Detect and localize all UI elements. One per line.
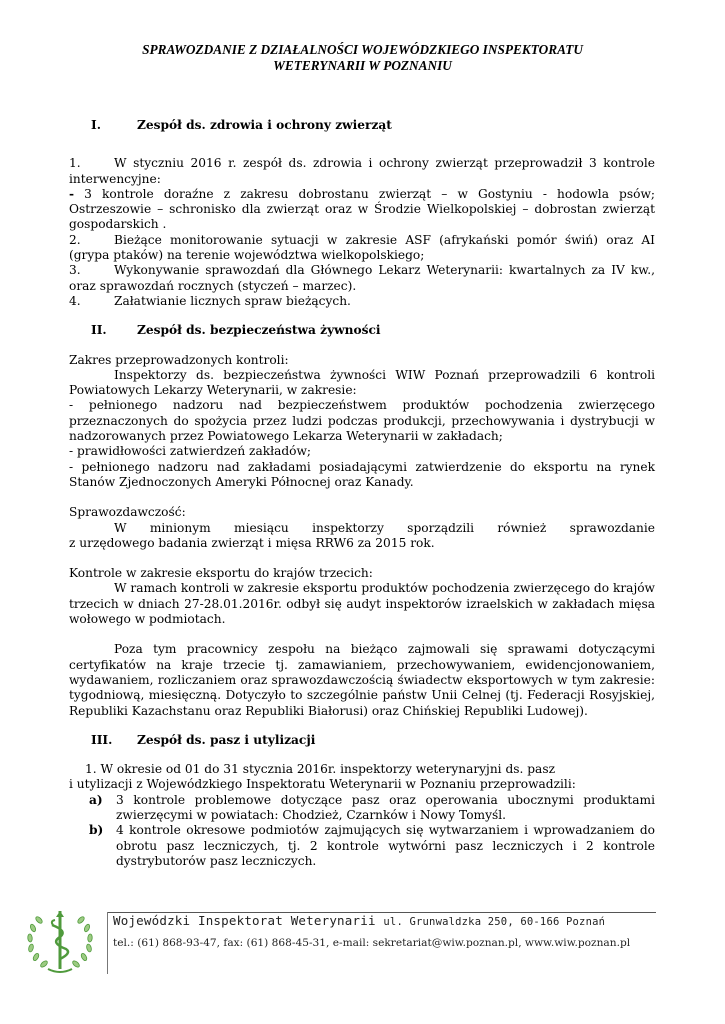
footer-contact: tel.: (61) 868-93-47, fax: (61) 868-45-31, e-mail: sekretariat@wiw.poznan.pl, www.wiw.poznan.pl	[113, 937, 631, 949]
section-1-heading	[69, 118, 655, 133]
document-body	[69, 118, 655, 869]
section-1-item-1: 1. W styczniu 2016 r. zespół ds. zdrowia i ochrony zwierząt przeprowadził 3 kontrole interwencyjne:	[69, 156, 655, 186]
section-title: Zespół ds. bezpieczeństwa żywności	[137, 323, 381, 338]
section-2-heading	[69, 323, 655, 338]
section-3-intro-line-1: 1. W okresie od 01 do 31 stycznia 2016r. inspektorzy weterynaryjni ds. pasz	[85, 762, 555, 777]
scope-label: Zakres przeprowadzonych kontroli:	[69, 352, 289, 367]
organization-name: Wojewódzki Inspektorat Weterynarii	[113, 913, 376, 928]
inspectorate-logo-icon	[22, 905, 98, 977]
other-activities-text: Poza tym pracownicy zespołu na bieżąco zajmowali się sprawami dotyczącymi certyfikatów na kraje trzecie tj. zamawianiem, przechowywaniem, ewidencjonowaniem, wydawaniem, rozliczaniem oraz sprawozdawczością świadectw eksportowych w tym zakresie: tygodniową, miesięczną. Dotyczyło to szczególnie państw Unii Celnej (tj. Federacji Rosyjskiej, Republiki Kazachstanu oraz Republiki Białorusi) oraz Chińskiej Republiki Ludowej).	[69, 642, 655, 718]
section-3-item-b: b) 4 kontrole okresowe podmiotów zajmujących się wytwarzaniem i wprowadzaniem do obrotu pasz leczniczych, tj. 2 kontrole wytwórni pasz leczniczych i 2 kontrole dystrybutorów pasz leczniczych.	[89, 823, 655, 868]
report-line-1: W minionym miesiącu inspektorzy sporządzili również sprawozdanie	[114, 520, 655, 535]
section-number: III.	[91, 732, 113, 747]
document-title	[60, 42, 665, 74]
report-line-2: z urzędowego badania zwierząt i mięsa RRW6 za 2015 rok.	[69, 535, 435, 550]
section-number: II.	[91, 323, 107, 338]
section-3-intro-line-2: i utylizacji z Wojewódzkiego Inspektoratu Weterynarii w Poznaniu przeprowadzili:	[69, 777, 576, 792]
title-line-1: SPRAWOZDANIE Z DZIAŁALNOŚCI WOJEWÓDZKIEGO INSPEKTORATU	[142, 42, 583, 57]
section-3-heading	[69, 733, 655, 748]
scope-bullet-2: - prawidłowości zatwierdzeń zakładów;	[69, 444, 312, 459]
export-text: W ramach kontroli w zakresie eksportu produktów pochodzenia zwierzęcego do krajów trzecich w dniach 27-28.01.2016r. odbył się audyt inspektorów izraelskich w zakładach mięsa wołowego w podmiotach.	[69, 581, 655, 627]
export-label: Kontrole w zakresie eksportu do krajów trzecich:	[69, 566, 373, 581]
organization-address: ul. Grunwaldzka 250, 60-166 Poznań	[383, 916, 606, 928]
scope-intro: Inspektorzy ds. bezpieczeństwa żywności WIW Poznań przeprowadzili 6 kontroli Powiatowych Lekarzy Weterynarii, w zakresie:	[69, 367, 655, 398]
section-title: Zespół ds. pasz i utylizacji	[137, 732, 316, 747]
scope-bullet-3: - pełnionego nadzoru nad zakładami posiadającymi zatwierdzenie do eksportu na rynek Stanów Zjednoczonych Ameryki Północnej oraz Kanady.	[69, 459, 655, 489]
title-line-2: WETERYNARII W POZNANIU	[273, 58, 452, 73]
footer-organization	[113, 912, 605, 931]
section-title: Zespół ds. zdrowia i ochrony zwierząt	[137, 118, 392, 132]
section-1-item-3: 3. Wykonywanie sprawozdań dla Głównego Lekarz Weterynarii: kwartalnych za IV kw., oraz sprawozdań rocznych (styczeń – marzec).	[69, 263, 655, 293]
footer-vertical-divider	[107, 912, 108, 974]
section-1-item-4: 4. Załatwianie licznych spraw bieżących.	[69, 293, 351, 308]
section-1-bullet: - 3 kontrole doraźne z zakresu dobrostanu zwierząt – w Gostyniu - hodowla psów; Ostrzeszowie – schronisko dla zwierząt oraz w Środzie Wielkopolskiej – dobrostan zwierząt gospodarskich .	[69, 186, 655, 232]
scope-bullet-1: - pełnionego nadzoru nad bezpieczeństwem produktów pochodzenia zwierzęcego przeznaczonych do spożycia przez ludzi podczas produkcji, przechowywania i dystrybucji w nadzorowanych przez Powiatowego Lekarza Weterynarii w zakładach;	[69, 398, 655, 444]
section-1-item-2: 2. Bieżące monitorowanie sytuacji w zakresie ASF (afrykański pomór świń) oraz AI (grypa ptaków) na terenie województwa wielkopolskiego;	[69, 232, 655, 263]
section-3-item-a: a) 3 kontrole problemowe dotyczące pasz oraz operowania ubocznymi produktami zwierzęcymi w powiatach: Chodzież, Czarnków i Nowy Tomyśl.	[89, 792, 655, 822]
section-number: I.	[91, 118, 101, 132]
report-label: Sprawozdawczość:	[69, 505, 186, 520]
